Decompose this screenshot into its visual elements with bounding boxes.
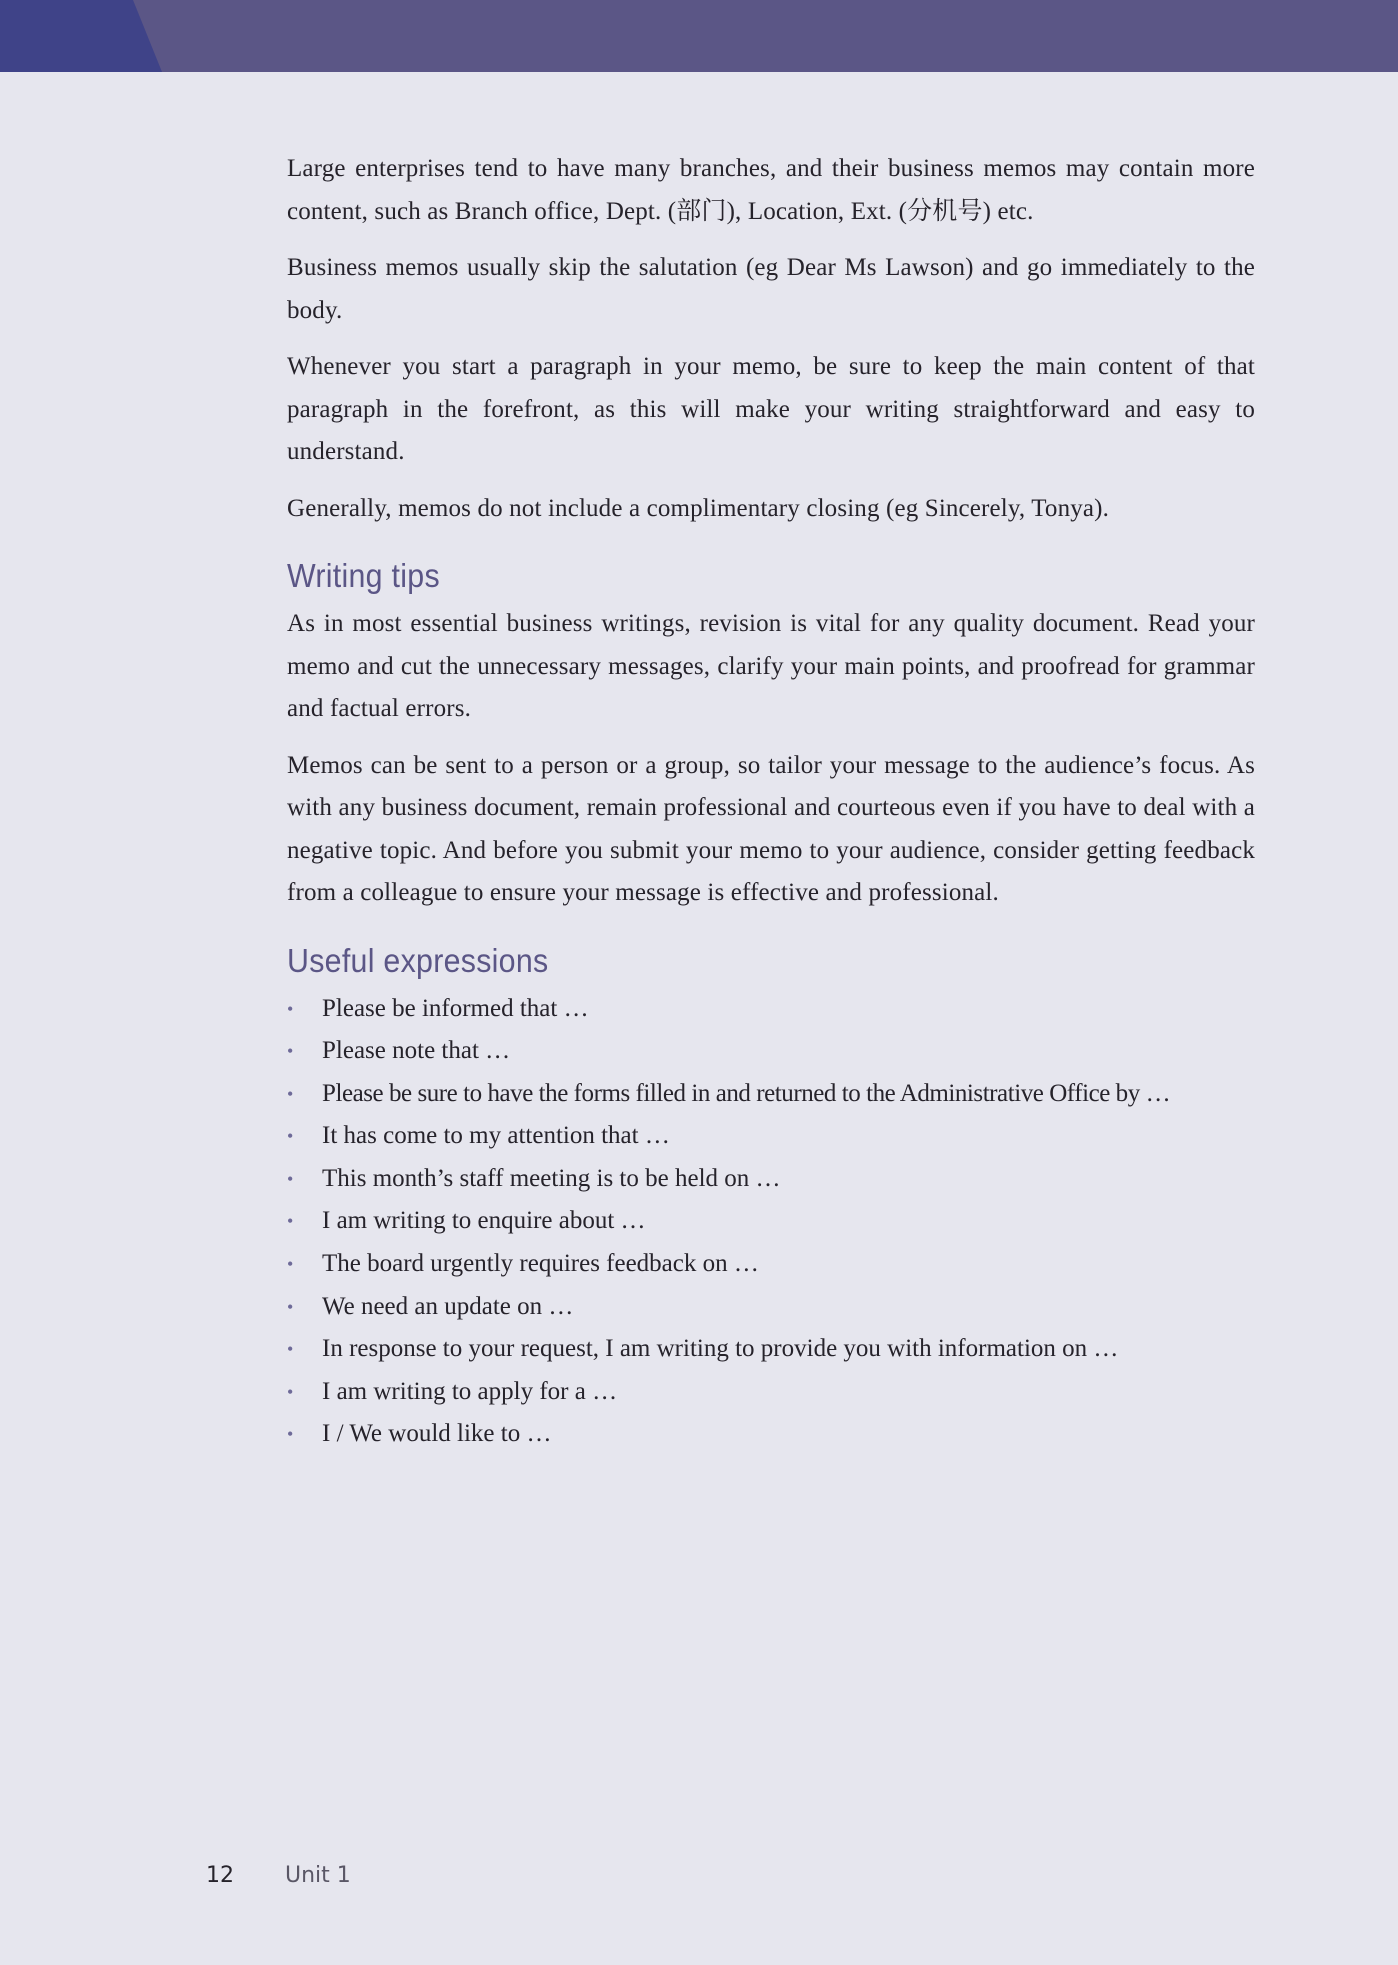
bullet-icon: • (287, 998, 294, 1019)
list-item (287, 1158, 1255, 1201)
expression-text: I / We would like to … (322, 1420, 552, 1448)
paragraph-closing: Generally, memos do not include a complimentary closing (eg Sincerely, Tonya). (287, 494, 1109, 522)
page-number: 12 (206, 1863, 234, 1888)
header-bar (0, 0, 1398, 72)
list-item (287, 1115, 1255, 1158)
bullet-icon: • (287, 1424, 294, 1445)
bullet-icon: • (287, 1339, 294, 1360)
bullet-icon: • (287, 1126, 294, 1147)
paragraph-branches: Large enterprises tend to have many branches, and their business memos may contain more content, such as Branch office, Dept. (部门), Location, Ext. (分机号) etc. (287, 155, 1255, 225)
list-item (287, 1413, 1255, 1456)
list-item (287, 1328, 1255, 1371)
useful-expressions-list (287, 988, 1255, 1457)
list-item (287, 1073, 1255, 1116)
paragraph-salutation: Business memos usually skip the salutation (eg Dear Ms Lawson) and go immediately to the body. (287, 254, 1255, 324)
list-item (287, 988, 1255, 1031)
unit-label: Unit 1 (285, 1863, 351, 1888)
expression-text: This month’s staff meeting is to be held on … (322, 1164, 781, 1192)
expression-text: I am writing to apply for a … (322, 1377, 618, 1405)
expression-text: It has come to my attention that … (322, 1122, 670, 1150)
bullet-icon: • (287, 1168, 294, 1189)
list-item (287, 1030, 1255, 1073)
bullet-icon: • (287, 1381, 294, 1402)
writing-tips-heading: Writing tips (287, 557, 440, 594)
expression-text: I am writing to enquire about … (322, 1207, 646, 1235)
bullet-icon: • (287, 1296, 294, 1317)
expression-text: Please be sure to have the forms filled in and returned to the Administrative Office by … (322, 1079, 1171, 1107)
expression-text: Please note that … (322, 1037, 511, 1065)
list-item (287, 1200, 1255, 1243)
useful-expressions-heading: Useful expressions (287, 941, 549, 979)
expression-text: Please be informed that … (322, 994, 589, 1022)
page-content (287, 148, 1255, 1456)
expression-text: The board urgently requires feedback on … (322, 1250, 759, 1278)
list-item (287, 1286, 1255, 1329)
expression-text: We need an update on … (322, 1292, 574, 1320)
bullet-icon: • (287, 1041, 294, 1062)
paragraph-revision: As in most essential business writings, revision is vital for any quality document. Read your memo and cut the unnecessary messages, clarify your main points, and proofread for grammar and factual errors. (287, 610, 1255, 722)
list-item (287, 1371, 1255, 1414)
paragraph-main-content: Whenever you start a paragraph in your memo, be sure to keep the main content of that paragraph in the forefront, as this will make your writing straightforward and easy to understand. (287, 353, 1255, 465)
bullet-icon: • (287, 1254, 294, 1275)
paragraph-audience: Memos can be sent to a person or a group, so tailor your message to the audience’s focus. As with any business document, remain professional and courteous even if you have to deal with a negative topic. And before you submit your memo to your audience, consider getting feedback from a colleague to ensure your message is effective and professional. (287, 751, 1255, 906)
header-accent-tab (0, 0, 162, 72)
expression-text: In response to your request, I am writing to provide you with information on … (322, 1335, 1119, 1363)
list-item (287, 1243, 1255, 1286)
bullet-icon: • (287, 1083, 294, 1104)
bullet-icon: • (287, 1211, 294, 1232)
